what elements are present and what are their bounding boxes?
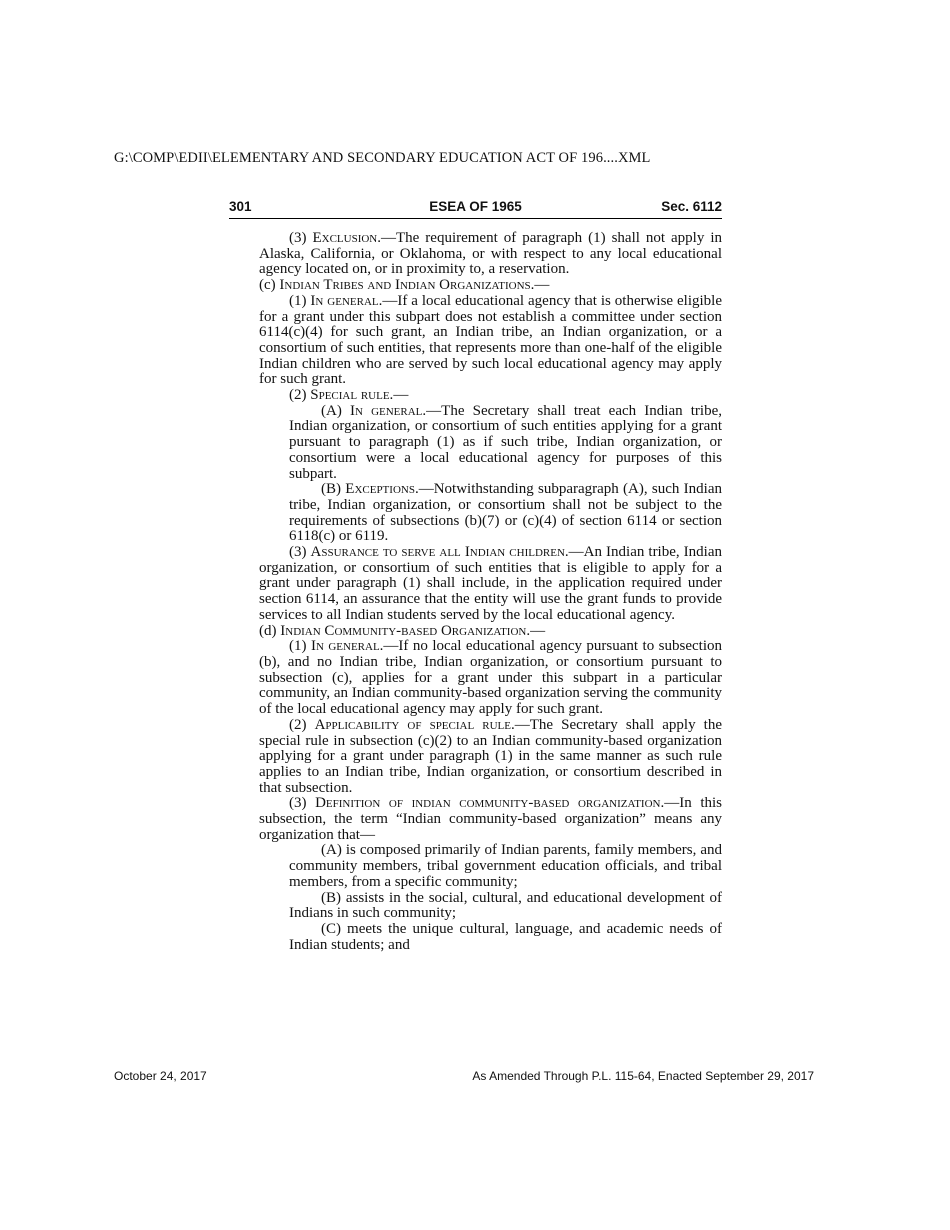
header-page-number: 301 xyxy=(229,199,252,214)
paragraph-exclusion: (3) Exclusion.—The requirement of paragraph (1) shall not apply in Alaska, California, or Oklahoma, or with respect to any local educational agency located on, or in proximity to, a reservation. xyxy=(259,230,722,278)
paragraph-d2: (2) Applicability of special rule.—The Secretary shall apply the special rule in subsection (c)(2) to an Indian community-based organization applying for a grant under paragraph (1) in the same manner as such rule applies to an Indian tribe, Indian organization, or consortium described in that subsection. xyxy=(259,716,722,796)
running-head xyxy=(229,198,722,219)
subsection-c-heading: (c) Indian Tribes and Indian Organizations.— xyxy=(259,277,550,294)
document-body xyxy=(259,231,722,953)
paragraph-c1: (1) In general.—If a local educational agency that is otherwise eligible for a grant under this subpart does not establish a committee under section 6114(c)(4) for such grant, an Indian tribe, an Indian organization, or a consortium of such entities, that represents more than one-half of the eligible Indian children who are served by such local educational agency may apply for such grant. xyxy=(259,292,723,388)
subparagraph-c2a: (A) In general.—The Secretary shall treat each Indian tribe, Indian organization, or consortium of such entities applying for a grant pursuant to paragraph (1) as if such tribe, Indian organization, or consortium were a local educational agency for purposes of this subpart. xyxy=(289,402,723,482)
footer-amended-note: As Amended Through P.L. 115-64, Enacted September 29, 2017 xyxy=(472,1069,814,1083)
paragraph-d3: (3) Definition of indian community-based organization.—In this subsection, the term “Indian community-based organization” means any organization that— xyxy=(259,795,722,843)
header-section: Sec. 6112 xyxy=(661,199,722,214)
subparagraph-d3c: (C) meets the unique cultural, language, and academic needs of Indian students; and xyxy=(289,920,722,953)
file-path: G:\COMP\EDII\ELEMENTARY AND SECONDARY EDUCATION ACT OF 196....XML xyxy=(114,150,651,166)
subsection-d-heading: (d) Indian Community-based Organization.— xyxy=(259,622,546,639)
subparagraph-d3b: (B) assists in the social, cultural, and educational development of Indians in such community; xyxy=(289,889,722,922)
paragraph-c3: (3) Assurance to serve all Indian children.—An Indian tribe, Indian organization, or consortium of such entities that is eligible to apply for a grant under paragraph (1) shall include, in the application required under section 6114, an assurance that the entity will use the grant funds to provide services to all Indian students served by the local educational agency. xyxy=(259,544,722,623)
subparagraph-d3a: (A) is composed primarily of Indian parents, family members, and community members, tribal government education officials, and tribal members, from a specific community; xyxy=(289,842,722,890)
footer-date: October 24, 2017 xyxy=(114,1069,207,1083)
subparagraph-c2b: (B) Exceptions.—Notwithstanding subparagraph (A), such Indian tribe, Indian organization, or consortium shall not be subject to the requirements of subsections (b)(7) or (c)(4) of section 6114 or section 6118(c) or 6119. xyxy=(289,481,723,545)
paragraph-d1: (1) In general.—If no local educational agency pursuant to subsection (b), and no Indian tribe, Indian organization, or consortium pursuant to subsection (c), applies for a grant under this subpart in a particular community, an Indian community-based organization serving the community of the local educational agency may apply for such grant. xyxy=(259,638,722,718)
header-title: ESEA OF 1965 xyxy=(429,199,522,214)
paragraph-c2-heading: (2) Special rule.— xyxy=(289,387,409,404)
